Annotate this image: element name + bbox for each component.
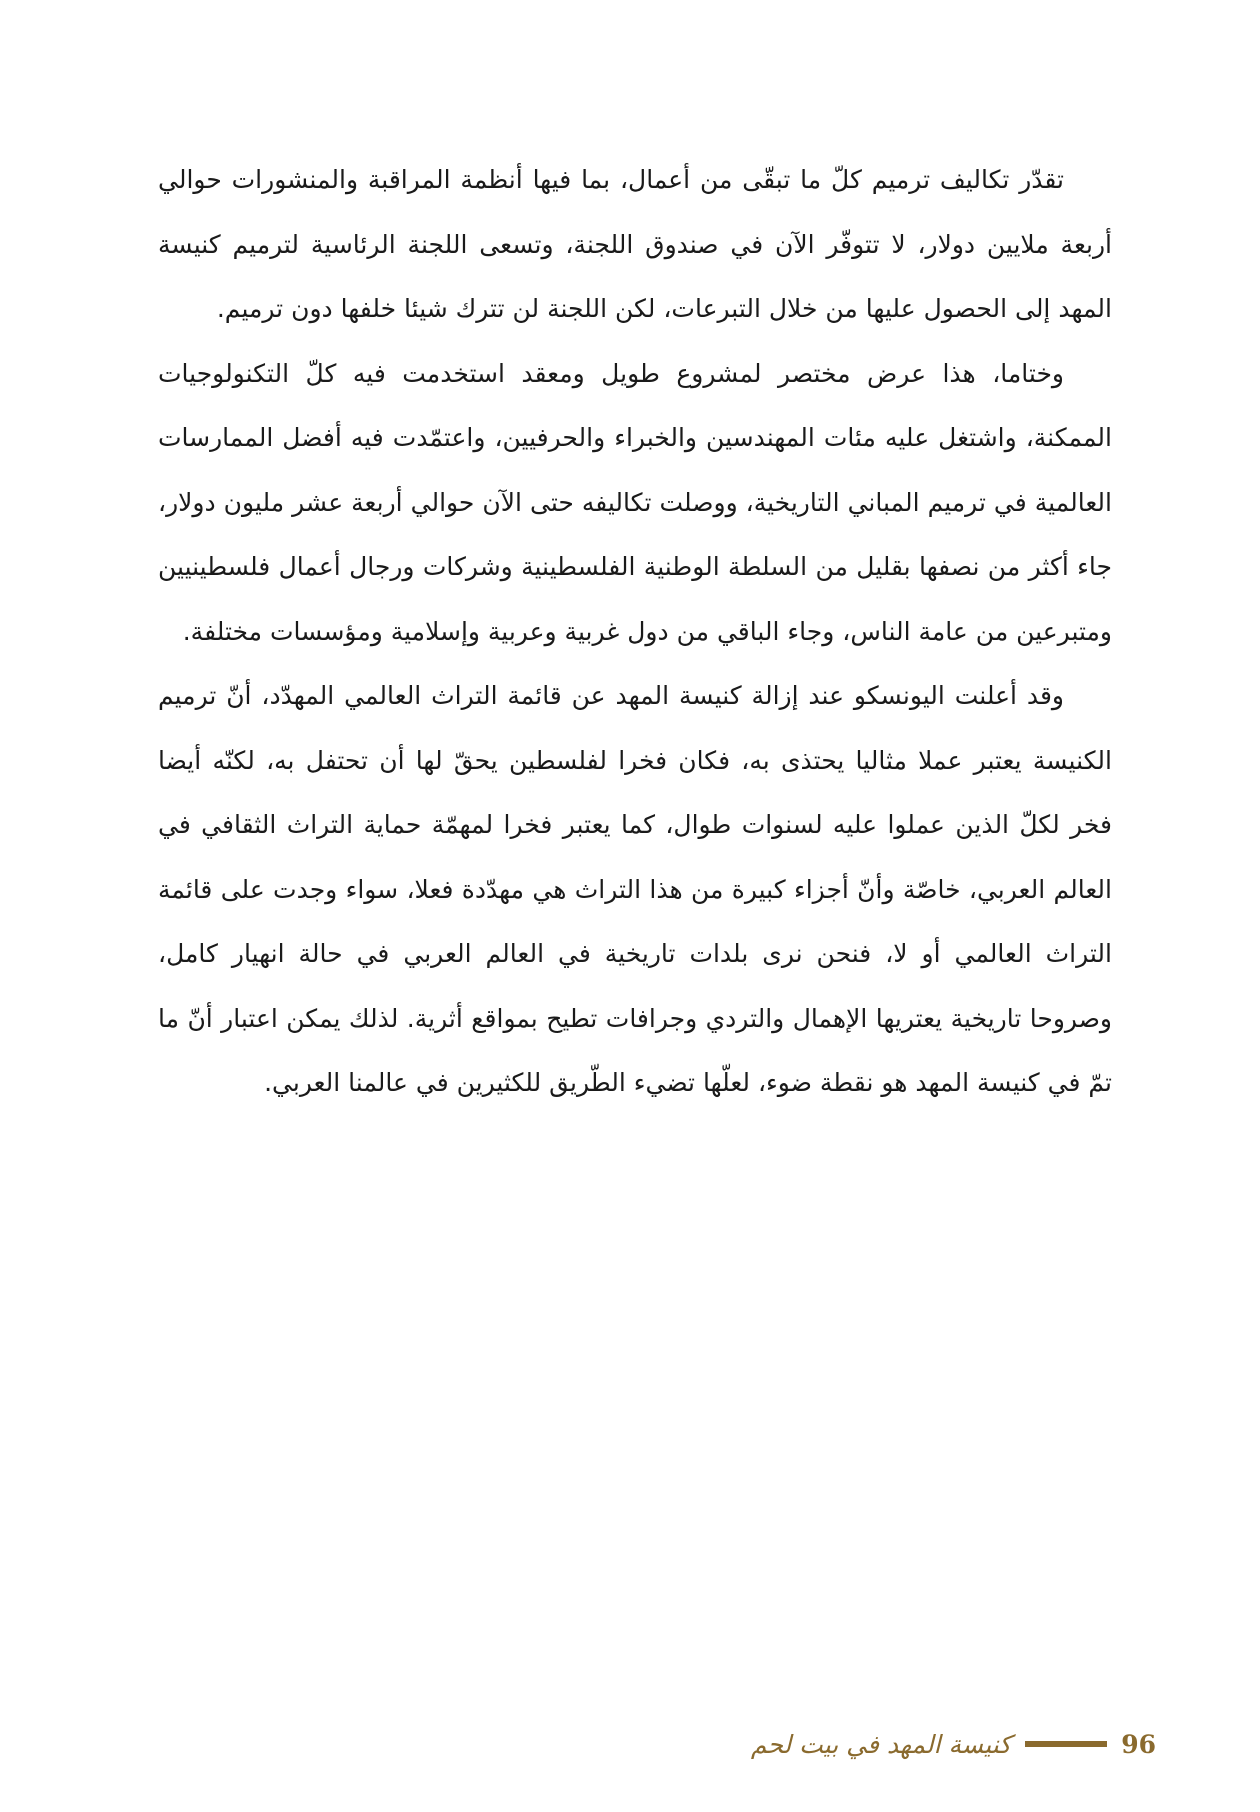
body-text — [158, 148, 1112, 1116]
paragraph-unesco-announcement: وقد أعلنت اليونسكو عند إزالة كنيسة المهد عن قائمة التراث العالمي المهدّد، أنّ ترميم الكنيسة يعتبر عملا مثاليا يحتذى به، فكان فخرا لفلسطين يحقّ لها أن تحتفل به، لكنّه أيضا فخر لكلّ الذين عملوا عليه لسنوات طوال، كما يعتبر فخرا لمهمّة حماية التراث الثقافي في العالم العربي، خاصّة وأنّ أجزاء كبيرة من هذا التراث هي مهدّدة فعلا، سواء وجدت على قائمة التراث العالمي أو لا، فنحن نرى بلدات تاريخية في العالم العربي في حالة انهيار كامل، وصروحا تاريخية يعتريها الإهمال والتردي وجرافات تطيح بمواقع أثرية. لذلك يمكن اعتبار أنّ ما تمّ في كنيسة المهد هو نقطة ضوء، لعلّها تضيء الطّريق للكثيرين في عالمنا العربي. — [158, 681, 1112, 1097]
paragraph-project-summary: وختاما، هذا عرض مختصر لمشروع طويل ومعقد استخدمت فيه كلّ التكنولوجيات الممكنة، واشتغل عليه مئات المهندسين والخبراء والحرفيين، واعتمّدت فيه أفضل الممارسات العالمية في ترميم المباني التاريخية، ووصلت تكاليفه حتى الآن حوالي أربعة عشر مليون دولار، جاء أكثر من نصفها بقليل من السلطة الوطنية الفلسطينية وشركات ورجال أعمال فلسطينيين ومتبرعين من عامة الناس، وجاء الباقي من دول غربية وعربية وإسلامية ومؤسسات مختلفة. — [158, 358, 1112, 646]
footer-divider-rule — [1025, 1741, 1107, 1747]
paragraph-restoration-costs: تقدّر تكاليف ترميم كلّ ما تبقّى من أعمال، بما فيها أنظمة المراقبة والمنشورات حوالي أربعة ملايين دولار، لا تتوفّر الآن في صندوق اللجنة، وتسعى اللجنة الرئاسية لترميم كنيسة المهد إلى الحصول عليها من خلال التبرعات، لكن اللجنة لن تترك شيئا خلفها دون ترميم. — [158, 165, 1112, 323]
page-number: 96 — [1121, 1729, 1156, 1759]
running-title: كنيسة المهد في بيت لحم — [750, 1729, 1012, 1759]
page-footer — [751, 1722, 1156, 1766]
